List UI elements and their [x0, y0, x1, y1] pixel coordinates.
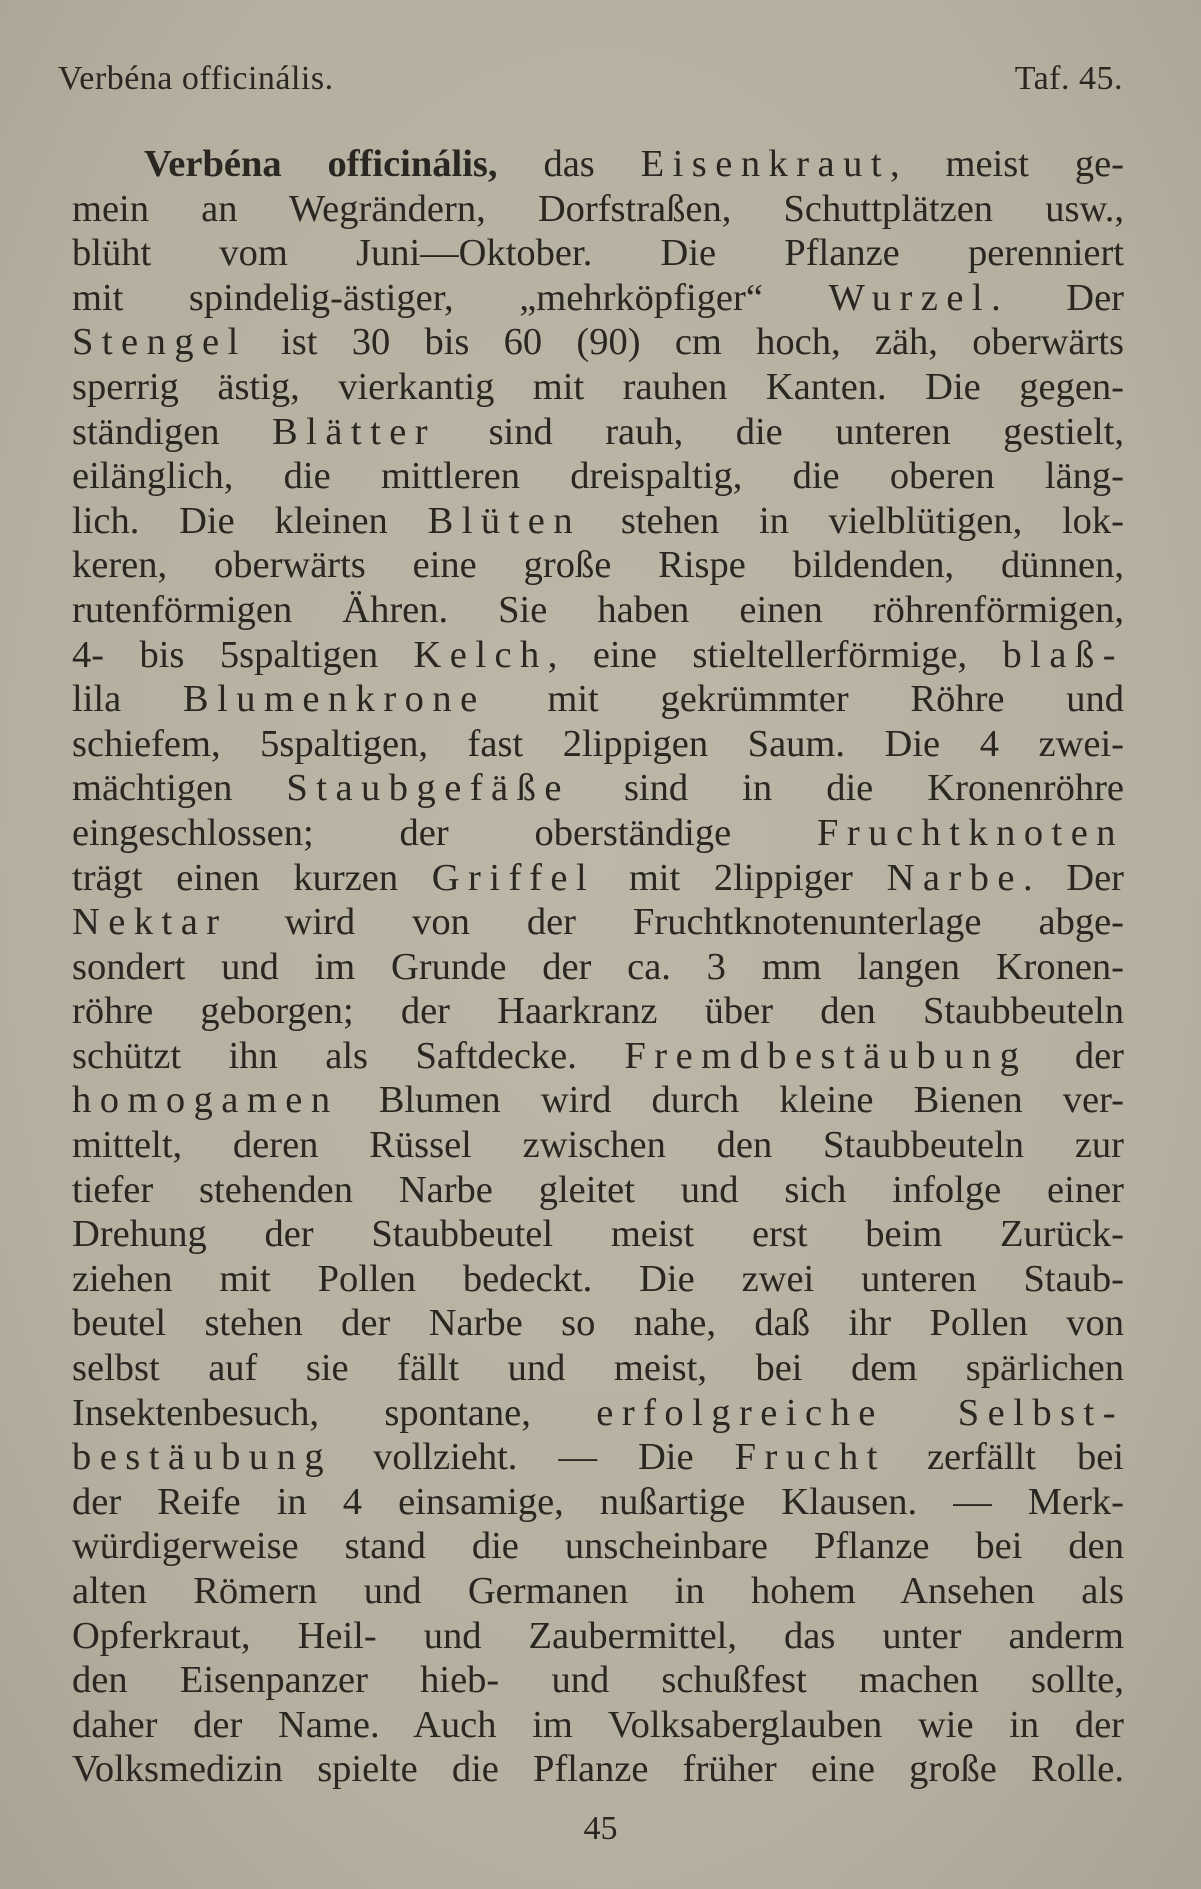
- text-line: [72, 1212, 1124, 1257]
- text-line: [72, 365, 1124, 410]
- spaced-term: Kelch: [413, 633, 548, 676]
- text-line: [72, 811, 1124, 856]
- text-line: [72, 1123, 1124, 1168]
- text-line: [72, 1614, 1124, 1659]
- spaced-term: homogamen: [72, 1079, 339, 1122]
- text-segment: den Eisenpanzer hieb- und schußfest machen sollte,: [72, 1659, 1124, 1702]
- text-line: [72, 1703, 1124, 1748]
- text-line: [72, 588, 1124, 633]
- text-segment: tiefer stehenden Narbe gleitet und sich infolge einer: [72, 1168, 1124, 1211]
- text-line: [72, 677, 1124, 722]
- text-line: [72, 1480, 1124, 1525]
- text-line: [72, 722, 1124, 767]
- text-line: [72, 1168, 1124, 1213]
- text-segment: ständigen: [72, 410, 273, 453]
- text-segment: Insektenbesuch, spontane,: [72, 1391, 597, 1434]
- text-segment: zerfällt bei: [885, 1436, 1124, 1479]
- text-line: [72, 1524, 1124, 1569]
- text-line: [72, 187, 1124, 232]
- text-line: [72, 454, 1124, 499]
- text-segment: beutel stehen der Narbe so nahe, daß ihr Pollen von: [72, 1302, 1124, 1345]
- text-segment: , eine stieltellerförmige,: [547, 633, 1003, 676]
- text-segment: mit spindelig-ästiger, „mehrköpfiger“: [72, 276, 829, 319]
- text-segment: alten Römern und Germanen in hohem Ansehen als: [72, 1570, 1124, 1612]
- text-line: [72, 1569, 1124, 1614]
- text-line: [72, 320, 1124, 365]
- spaced-term: erfolgreiche Selbst-: [596, 1391, 1124, 1434]
- text-line: [72, 410, 1124, 455]
- text-segment: , meist ge-: [890, 143, 1124, 185]
- text-segment: schützt ihn als Saftdecke.: [72, 1034, 625, 1077]
- running-header: [58, 60, 1123, 108]
- text-segment: lila: [72, 678, 183, 721]
- text-segment: ziehen mit Pollen bedeckt. Die zwei unteren Staub-: [72, 1257, 1124, 1300]
- text-segment: der Reife in 4 einsamige, nußartige Klausen. — Merk-: [72, 1480, 1124, 1523]
- text-segment: das: [497, 143, 641, 185]
- text-line: [72, 1658, 1124, 1703]
- text-line: [72, 1078, 1124, 1123]
- text-segment: daher der Name. Auch im Volksaberglauben wie in der: [72, 1703, 1124, 1746]
- spaced-term: Staubgefäße: [286, 767, 570, 810]
- spaced-term: Frucht: [734, 1436, 886, 1479]
- spaced-term: Nektar: [72, 901, 228, 944]
- text-segment: sperrig ästig, vierkantig mit rauhen Kanten. Die gegen-: [72, 365, 1124, 408]
- spaced-term: bestäubung: [72, 1436, 333, 1479]
- text-segment: lich. Die kleinen: [72, 499, 428, 542]
- text-segment: mit gekrümmter Röhre und: [485, 678, 1124, 721]
- text-segment: Blumen wird durch kleine Bienen ver-: [338, 1079, 1124, 1122]
- text-line: [72, 1301, 1124, 1346]
- text-line: [72, 766, 1124, 811]
- text-line: [72, 989, 1124, 1034]
- text-line: [72, 1034, 1124, 1079]
- body-text: [72, 142, 1124, 1792]
- text-segment: eingeschlossen; der oberständige: [72, 811, 818, 854]
- text-segment: 4- bis 5spaltigen: [72, 633, 414, 676]
- text-line: [72, 1391, 1124, 1436]
- text-segment: ist 30 bis 60 (90) cm hoch, zäh, oberwärts: [246, 321, 1124, 364]
- text-segment: selbst auf sie fällt und meist, bei dem spärlichen: [72, 1347, 1124, 1390]
- text-line: [72, 1747, 1124, 1792]
- text-line: [72, 543, 1124, 588]
- text-segment: Opferkraut, Heil- und Zaubermittel, das unter anderm: [72, 1614, 1124, 1657]
- text-segment: wird von der Fruchtknotenunterlage abge-: [227, 901, 1124, 944]
- text-segment: röhre geborgen; der Haarkranz über den Staubbeuteln: [72, 990, 1124, 1033]
- spaced-term: Blätter: [272, 410, 437, 453]
- text-segment: sondert und im Grunde der ca. 3 mm langen Kronen-: [72, 945, 1124, 988]
- page-number: 45: [583, 1810, 618, 1847]
- spaced-term: Blüten: [427, 499, 582, 542]
- spaced-term: Stengel: [72, 321, 247, 364]
- text-line: [72, 633, 1124, 678]
- spaced-term: Narbe: [886, 856, 1023, 899]
- species-name: Verbéna officinális,: [144, 143, 498, 185]
- text-segment: Volksmedizin spielte die Pflanze früher eine große Rolle.: [72, 1748, 1124, 1791]
- text-segment: schiefem, 5spaltigen, fast 2lippigen Saum. Die 4 zwei-: [72, 722, 1124, 765]
- text-segment: blüht vom Juni—Oktober. Die Pflanze perenniert: [72, 232, 1124, 275]
- text-line: [72, 1435, 1124, 1480]
- text-segment: . Der: [1022, 856, 1124, 899]
- text-line: [72, 945, 1124, 990]
- spaced-term: blaß-: [1002, 633, 1124, 676]
- text-segment: mit 2lippiger: [595, 856, 887, 899]
- header-title: Verbéna officinális.: [58, 60, 334, 97]
- spaced-term: Eisenkraut: [640, 143, 890, 185]
- text-line: [72, 1257, 1124, 1302]
- text-segment: sind rauh, die unteren gestielt,: [436, 410, 1124, 453]
- text-segment: sind in die Kronenröhre: [569, 767, 1124, 810]
- spaced-term: Blumenkrone: [182, 678, 486, 721]
- text-segment: vollzieht. — Die: [332, 1436, 735, 1479]
- text-line: [72, 856, 1124, 901]
- text-segment: mein an Wegrändern, Dorfstraßen, Schuttplätzen usw.,: [72, 187, 1124, 230]
- text-line: [72, 142, 1124, 187]
- text-line: [72, 276, 1124, 321]
- text-segment: würdigerweise stand die unscheinbare Pflanze bei den: [72, 1525, 1124, 1568]
- text-segment: eilänglich, die mittleren dreispaltig, die oberen läng-: [72, 455, 1124, 498]
- text-segment: Drehung der Staubbeutel meist erst beim Zurück-: [72, 1213, 1124, 1256]
- text-segment: keren, oberwärts eine große Rispe bildenden, dünnen,: [72, 544, 1124, 587]
- text-line: [72, 1346, 1124, 1391]
- spaced-term: Fruchtknoten: [817, 811, 1124, 854]
- text-segment: der: [1027, 1034, 1124, 1077]
- plate-number: Taf. 45.: [1014, 60, 1123, 97]
- spaced-term: Griffel: [431, 856, 596, 899]
- text-line: [72, 231, 1124, 276]
- text-segment: mittelt, deren Rüssel zwischen den Staubbeuteln zur: [72, 1124, 1124, 1167]
- text-segment: trägt einen kurzen: [72, 856, 432, 899]
- text-line: [72, 499, 1124, 544]
- text-segment: stehen in vielblütigen, lok-: [581, 499, 1124, 542]
- spaced-term: Wurzel: [828, 276, 992, 319]
- text-line: [72, 900, 1124, 945]
- text-segment: rutenförmigen Ähren. Sie haben einen röhrenförmigen,: [72, 588, 1124, 631]
- spaced-term: Fremdbestäubung: [624, 1034, 1028, 1077]
- text-segment: . Der: [991, 276, 1124, 319]
- text-segment: mächtigen: [72, 767, 287, 810]
